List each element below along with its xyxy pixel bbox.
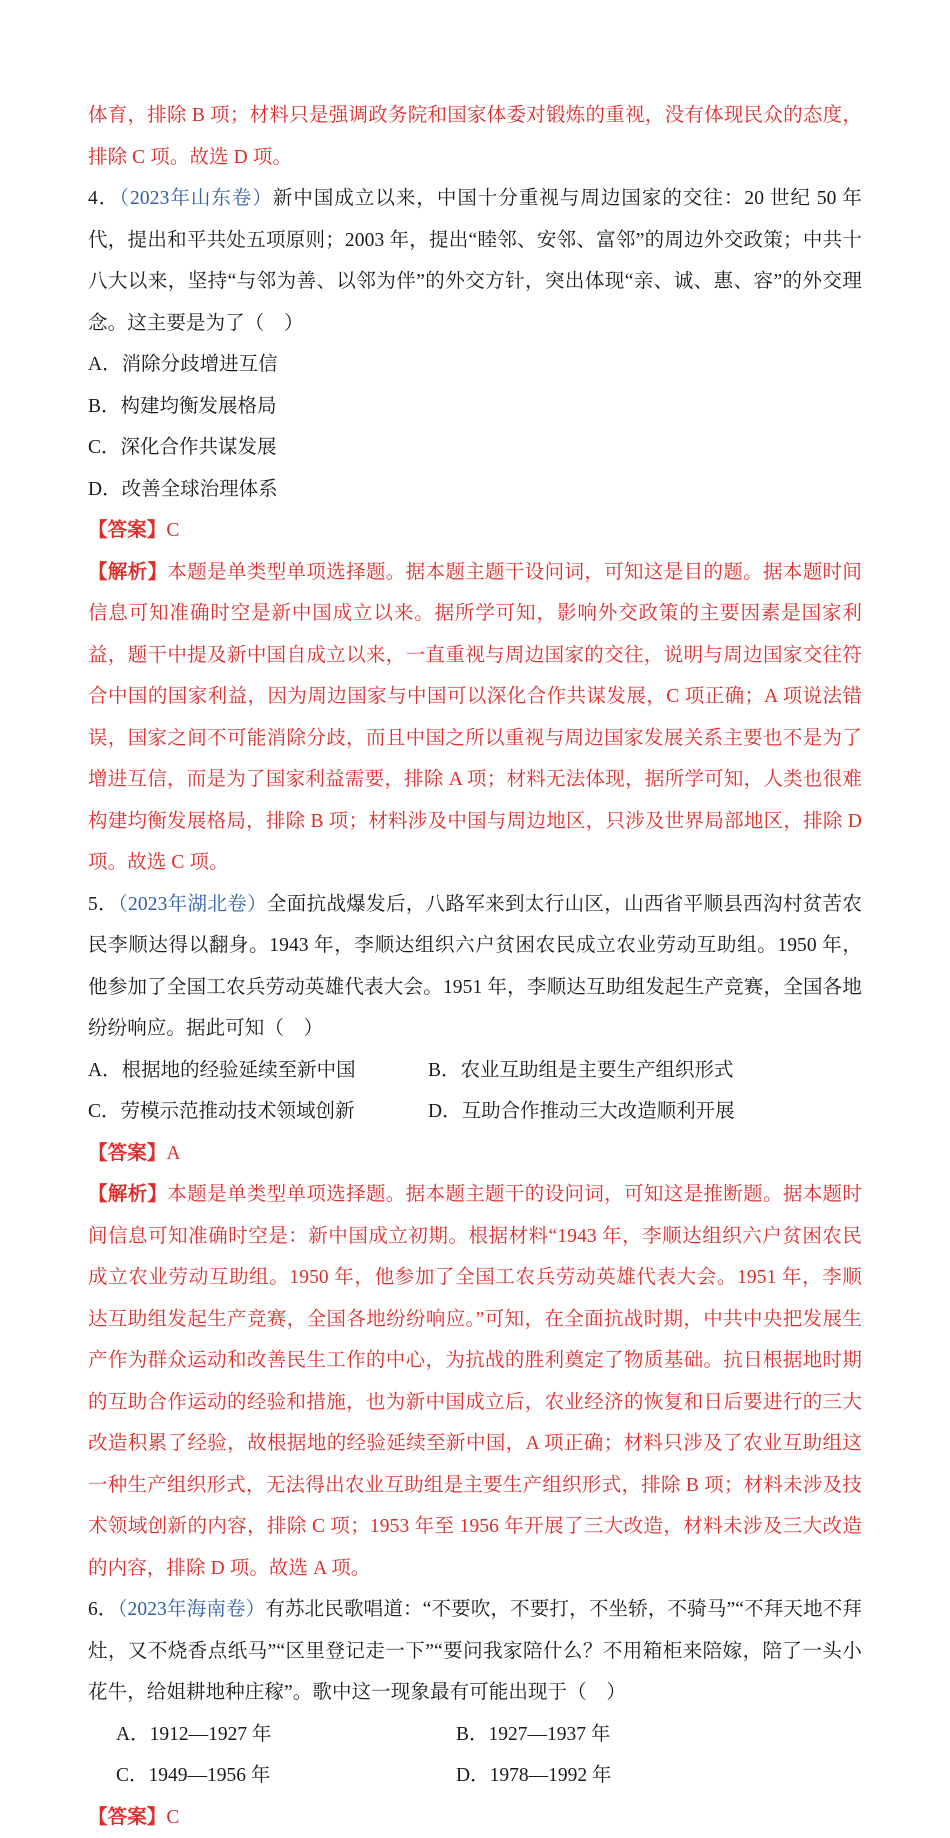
explanation-4 [88, 552, 862, 884]
question-block-4 [88, 178, 862, 884]
option-4-b[interactable] [88, 386, 862, 428]
question-stem-6 [88, 1589, 862, 1714]
option-5-d[interactable] [428, 1091, 862, 1133]
question-text-6: 有苏北民歌唱道：“不要吹，不要打，不坐轿，不骑马”“不拜天地不拜灶，又不烧香点纸马”“区里登记走一下”“要问我家陪什么？不用箱柜来陪嫁，陪了一头小花牛，给姐耕地种庄稼”。歌中这一现象最有可能出现于（ ） [88, 1599, 862, 1703]
option-letter-c: C． [88, 1091, 121, 1133]
option-letter-b: B． [88, 386, 121, 428]
option-text-c: 1949—1956 年 [149, 1765, 271, 1786]
option-6-d[interactable] [456, 1755, 862, 1797]
options-list-4 [88, 344, 862, 510]
question-block-6 [88, 1589, 862, 1838]
answer-value-5: A [166, 1143, 180, 1164]
question-number-6: 6． [88, 1599, 118, 1620]
options-list-5 [88, 1050, 862, 1133]
question-block-5 [88, 884, 862, 1590]
option-6-b[interactable] [456, 1714, 862, 1756]
answer-label-4: 【答案】 [88, 520, 166, 541]
option-text-c: 深化合作共谋发展 [121, 437, 277, 458]
explanation-label-4: 【解析】 [88, 562, 167, 583]
option-text-a: 消除分歧增进互信 [122, 354, 278, 375]
explanation-text-5: 本题是单类型单项选择题。据本题主题干的设问词，可知这是推断题。据本题时间信息可知准确时空是：新中国成立初期。根据材料“1943 年，李顺达组织六户贫困农民成立农业劳动互助组。1950 年，他参加了全国工农兵劳动英雄代表大会。1951 年，李顺达互助组发起生产竞赛，全国各地纷纷响应。”可知，在全面抗战时期，中共中央把发展生产作为群众运动和改善民生工作的中心，为抗战的胜利奠定了物质基础。抗日根据地时期的互助合作运动的经验和措施，也为新中国成立后，农业经济的恢复和日后要进行的三大改造积累了经验，故根据地的经验延续至新中国，A 项正确；材料只涉及了农业互助组这一种生产组织形式，无法得出农业互助组是主要生产组织形式，排除 B 项；材料未涉及技术领域创新的内容，排除 C 项；1953 年至 1956 年开展了三大改造，材料未涉及三大改造的内容，排除 D 项。故选 A 项。 [88, 1184, 862, 1579]
answer-line-6 [88, 1797, 862, 1838]
question-number-5: 5． [88, 894, 118, 915]
option-4-a[interactable] [88, 344, 862, 386]
option-letter-c: C． [116, 1755, 149, 1797]
option-text-d: 改善全球治理体系 [122, 479, 278, 500]
document-body [88, 95, 862, 1838]
continued-explanation [88, 95, 862, 178]
option-5-a[interactable] [88, 1050, 428, 1092]
question-text-5: 全面抗战爆发后，八路军来到太行山区，山西省平顺县西沟村贫苦农民李顺达得以翻身。1943 年，李顺达组织六户贫困农民成立农业劳动互助组。1950 年，他参加了全国工农兵劳动英雄代表大会。1951 年，李顺达互助组发起生产竞赛，全国各地纷纷响应。据此可知（ ） [88, 894, 862, 1040]
question-source-5: （2023年湖北卷） [118, 894, 267, 915]
option-letter-b: B． [428, 1050, 461, 1092]
option-letter-d: D． [88, 469, 122, 511]
option-text-d: 互助合作推动三大改造顺利开展 [462, 1101, 735, 1122]
option-5-c[interactable] [88, 1091, 428, 1133]
option-letter-a: A． [88, 344, 122, 386]
question-stem-5 [88, 884, 862, 1050]
question-stem-4 [88, 178, 862, 344]
option-text-b: 1927—1937 年 [489, 1724, 611, 1745]
option-6-c[interactable] [116, 1755, 456, 1797]
question-source-4: （2023年山东卷） [119, 188, 273, 209]
option-4-d[interactable] [88, 469, 862, 511]
option-5-b[interactable] [428, 1050, 862, 1092]
option-letter-d: D． [428, 1091, 462, 1133]
option-text-b: 农业互助组是主要生产组织形式 [461, 1060, 734, 1081]
option-letter-c: C． [88, 427, 121, 469]
explanation-label-5: 【解析】 [88, 1184, 167, 1205]
option-letter-a: A． [88, 1050, 122, 1092]
option-4-c[interactable] [88, 427, 862, 469]
answer-label-5: 【答案】 [88, 1143, 166, 1164]
explanation-5 [88, 1174, 862, 1589]
option-letter-b: B． [456, 1714, 489, 1756]
options-list-6 [88, 1714, 862, 1797]
answer-label-6: 【答案】 [88, 1807, 166, 1828]
question-number-4: 4． [88, 188, 119, 209]
question-source-6: （2023年海南卷） [118, 1599, 266, 1620]
option-6-a[interactable] [116, 1714, 456, 1756]
continued-explanation-text: 体育，排除 B 项；材料只是强调政务院和国家体委对锻炼的重视，没有体现民众的态度，排除 C 项。故选 D 项。 [88, 105, 862, 168]
answer-value-6: C [166, 1807, 179, 1828]
option-text-c: 劳模示范推动技术领域创新 [121, 1101, 355, 1122]
question-text-4: 新中国成立以来，中国十分重视与周边国家的交往：20 世纪 50 年代，提出和平共处五项原则；2003 年，提出“睦邻、安邻、富邻”的周边外交政策；中共十八大以来，坚持“与邻为善、以邻为伴”的外交方针，突出体现“亲、诚、惠、容”的外交理念。这主要是为了（ ） [88, 188, 862, 334]
answer-value-4: C [166, 520, 179, 541]
option-text-a: 根据地的经验延续至新中国 [122, 1060, 356, 1081]
option-text-a: 1912—1927 年 [150, 1724, 272, 1745]
explanation-text-4: 本题是单类型单项选择题。据本题主题干设问词，可知这是目的题。据本题时间信息可知准确时空是新中国成立以来。据所学可知，影响外交政策的主要因素是国家利益，题干中提及新中国自成立以来，一直重视与周边国家的交往，说明与周边国家交往符合中国的国家利益，因为周边国家与中国可以深化合作共谋发展，C 项正确；A 项说法错误，国家之间不可能消除分歧，而且中国之所以重视与周边国家发展关系主要也不是为了增进互信，而是为了国家利益需要，排除 A 项；材料无法体现，据所学可知，人类也很难构建均衡发展格局，排除 B 项；材料涉及中国与周边地区，只涉及世界局部地区，排除 D 项。故选 C 项。 [88, 562, 862, 874]
option-text-d: 1978—1992 年 [490, 1765, 612, 1786]
option-letter-d: D． [456, 1755, 490, 1797]
answer-line-4 [88, 510, 862, 552]
option-text-b: 构建均衡发展格局 [121, 396, 277, 417]
answer-line-5 [88, 1133, 862, 1175]
option-letter-a: A． [116, 1714, 150, 1756]
